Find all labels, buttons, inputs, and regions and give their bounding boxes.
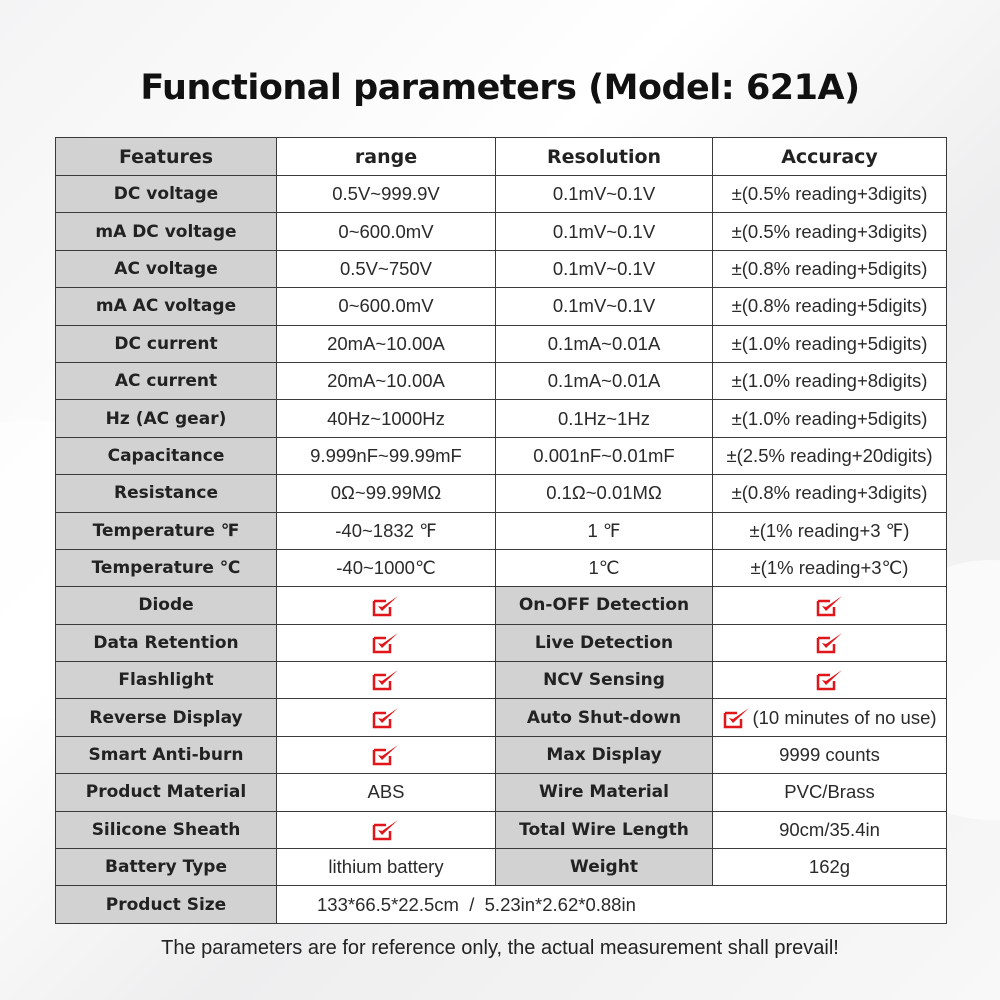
feature-label: mA DC voltage	[56, 213, 277, 250]
table-header-row	[56, 138, 947, 176]
checkbox-checked-icon	[722, 706, 752, 730]
spec-table-body	[56, 138, 947, 924]
range-cell: 0~600.0mV	[277, 213, 496, 250]
feature-label: Silicone Sheath	[56, 811, 277, 848]
table-row	[56, 849, 947, 886]
checkbox-checked-icon	[371, 706, 401, 730]
feature-label: DC voltage	[56, 176, 277, 213]
feature-label: Total Wire Length	[496, 811, 713, 848]
checkbox-checked-icon	[371, 631, 401, 655]
header-cell-accuracy: Accuracy	[713, 138, 947, 176]
accuracy-cell: ±(1.0% reading+8digits)	[713, 362, 947, 399]
checkbox-checked-icon	[815, 594, 845, 618]
table-row	[56, 437, 947, 474]
table-row	[56, 325, 947, 362]
feature-label: Flashlight	[56, 662, 277, 699]
feature-value	[277, 662, 496, 699]
table-row	[56, 400, 947, 437]
feature-label: Weight	[496, 849, 713, 886]
checkbox-checked-icon	[371, 818, 401, 842]
range-cell: 0.5V~999.9V	[277, 176, 496, 213]
checkbox-checked-icon	[815, 668, 845, 692]
table-row	[56, 512, 947, 549]
feature-value: lithium battery	[277, 849, 496, 886]
header-cell-range: range	[277, 138, 496, 176]
resolution-cell: 0.1Ω~0.01MΩ	[496, 475, 713, 512]
feature-value: 162g	[713, 849, 947, 886]
checkbox-checked-icon	[371, 594, 401, 618]
feature-label: Temperature ℃	[56, 549, 277, 586]
range-cell: 9.999nF~99.99mF	[277, 437, 496, 474]
range-cell: -40~1832 ℉	[277, 512, 496, 549]
resolution-cell: 0.001nF~0.01mF	[496, 437, 713, 474]
table-row	[56, 774, 947, 811]
accuracy-cell: ±(1% reading+3 ℉)	[713, 512, 947, 549]
range-cell: 0~600.0mV	[277, 288, 496, 325]
feature-label: Diode	[56, 587, 277, 624]
feature-label: Capacitance	[56, 437, 277, 474]
resolution-cell: 0.1mV~0.1V	[496, 288, 713, 325]
feature-value	[713, 699, 947, 736]
table-row	[56, 250, 947, 287]
feature-value	[713, 624, 947, 661]
table-row	[56, 549, 947, 586]
feature-label: On-OFF Detection	[496, 587, 713, 624]
table-row	[56, 699, 947, 736]
feature-value: ABS	[277, 774, 496, 811]
resolution-cell: 1 ℉	[496, 512, 713, 549]
accuracy-cell: ±(1.0% reading+5digits)	[713, 325, 947, 362]
resolution-cell: 1℃	[496, 549, 713, 586]
feature-label: Battery Type	[56, 849, 277, 886]
resolution-cell: 0.1mA~0.01A	[496, 362, 713, 399]
resolution-cell: 0.1mA~0.01A	[496, 325, 713, 362]
feature-label: NCV Sensing	[496, 662, 713, 699]
range-cell: 20mA~10.00A	[277, 362, 496, 399]
product-size-value: 133*66.5*22.5cm / 5.23in*2.62*0.88in	[277, 886, 947, 923]
accuracy-cell: ±(1% reading+3℃)	[713, 549, 947, 586]
table-row	[56, 736, 947, 773]
feature-label: Max Display	[496, 736, 713, 773]
table-row	[56, 662, 947, 699]
accuracy-cell: ±(0.8% reading+5digits)	[713, 250, 947, 287]
checkbox-checked-icon	[815, 631, 845, 655]
check-note: (10 minutes of no use)	[752, 706, 937, 728]
feature-value	[277, 811, 496, 848]
table-row	[56, 811, 947, 848]
feature-value	[277, 736, 496, 773]
feature-label: Product Material	[56, 774, 277, 811]
accuracy-cell: ±(0.8% reading+5digits)	[713, 288, 947, 325]
range-cell: 40Hz~1000Hz	[277, 400, 496, 437]
header-cell-resolution: Resolution	[496, 138, 713, 176]
resolution-cell: 0.1Hz~1Hz	[496, 400, 713, 437]
range-cell: 0.5V~750V	[277, 250, 496, 287]
feature-value: PVC/Brass	[713, 774, 947, 811]
spec-table	[55, 137, 947, 924]
header-cell-features: Features	[56, 138, 277, 176]
feature-value	[277, 587, 496, 624]
table-row	[56, 362, 947, 399]
range-cell: -40~1000℃	[277, 549, 496, 586]
table-row	[56, 587, 947, 624]
feature-label: Hz (AC gear)	[56, 400, 277, 437]
accuracy-cell: ±(2.5% reading+20digits)	[713, 437, 947, 474]
feature-label: Reverse Display	[56, 699, 277, 736]
disclaimer-text: The parameters are for reference only, the actual measurement shall prevail!	[161, 937, 839, 959]
accuracy-cell: ±(0.8% reading+3digits)	[713, 475, 947, 512]
range-cell: 20mA~10.00A	[277, 325, 496, 362]
feature-label: Data Retention	[56, 624, 277, 661]
table-row	[56, 288, 947, 325]
feature-value	[713, 587, 947, 624]
resolution-cell: 0.1mV~0.1V	[496, 176, 713, 213]
feature-label: Wire Material	[496, 774, 713, 811]
product-size-label: Product Size	[56, 886, 277, 923]
accuracy-cell: ±(1.0% reading+5digits)	[713, 400, 947, 437]
page-title: Functional parameters (Model: 621A)	[140, 68, 860, 108]
feature-label: mA AC voltage	[56, 288, 277, 325]
table-row	[56, 213, 947, 250]
feature-label: AC current	[56, 362, 277, 399]
feature-value	[277, 699, 496, 736]
feature-label: DC current	[56, 325, 277, 362]
table-row	[56, 886, 947, 923]
feature-label: AC voltage	[56, 250, 277, 287]
accuracy-cell: ±(0.5% reading+3digits)	[713, 176, 947, 213]
feature-label: Auto Shut-down	[496, 699, 713, 736]
range-cell: 0Ω~99.99MΩ	[277, 475, 496, 512]
accuracy-cell: ±(0.5% reading+3digits)	[713, 213, 947, 250]
feature-label: Live Detection	[496, 624, 713, 661]
feature-value	[277, 624, 496, 661]
feature-label: Resistance	[56, 475, 277, 512]
table-row	[56, 624, 947, 661]
checkbox-checked-icon	[371, 743, 401, 767]
feature-value: 90cm/35.4in	[713, 811, 947, 848]
feature-label: Smart Anti-burn	[56, 736, 277, 773]
resolution-cell: 0.1mV~0.1V	[496, 213, 713, 250]
feature-value	[713, 662, 947, 699]
table-row	[56, 475, 947, 512]
feature-value: 9999 counts	[713, 736, 947, 773]
resolution-cell: 0.1mV~0.1V	[496, 250, 713, 287]
table-row	[56, 176, 947, 213]
checkbox-checked-icon	[371, 668, 401, 692]
feature-label: Temperature ℉	[56, 512, 277, 549]
